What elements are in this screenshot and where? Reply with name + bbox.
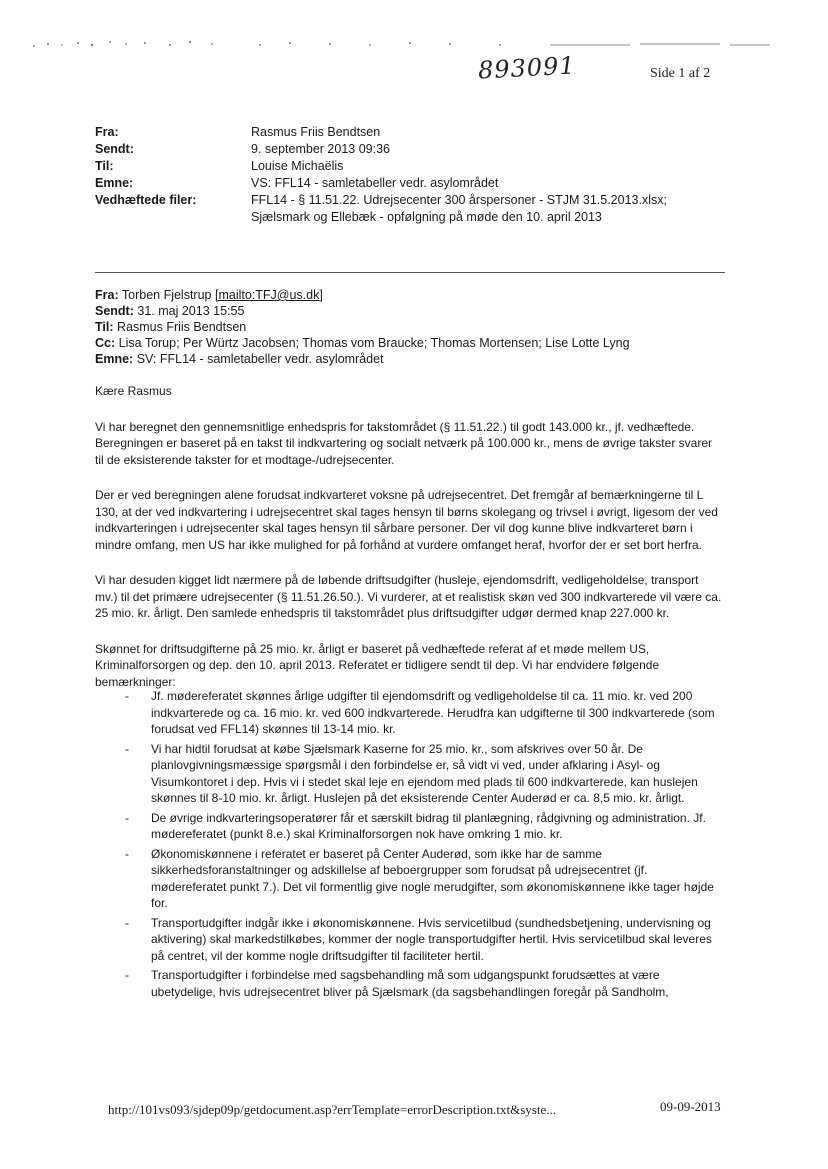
list-item: - Jf. mødereferatet skønnes årlige udgifter til ejendomsdrift og vedligeholdelse til ca. 11 mio. kr. ved 200 indkvarterede og ca. 16 mio. kr. ved 600 indkvarterede. Herudfra kan udgifterne til 300 indkvarterede (som forudsat ved FFL14) skønnes til 13-14 mio. kr. — [95, 688, 723, 738]
footer-date: 09-09-2013 — [660, 1099, 721, 1114]
fwd-to-value: Rasmus Friis Bendtsen — [117, 320, 247, 334]
fwd-from-label: Fra: — [95, 288, 119, 302]
handwritten-document-number: 893091 — [477, 51, 577, 85]
attachment-1[interactable]: FFL14 - § 11.51.22. Udrejsecenter 300 årspersoner - STJM 31.5.2013.xlsx; — [251, 193, 667, 207]
fwd-cc-label: Cc: — [95, 336, 116, 350]
header-attachments-row — [95, 192, 735, 226]
header-sent-label: Sendt: — [95, 142, 134, 156]
header-from-value: Rasmus Friis Bendtsen — [251, 125, 381, 139]
fwd-cc-row — [95, 335, 735, 351]
header-subject-row — [95, 175, 735, 192]
list-item: - Transportudgifter indgår ikke i økonomiskønnene. Hvis servicetilbud (sundhedsbetjening, undervisning og aktivering) skal markedstilkøbes, kommer der nogle transportudgifter hertil. Hvis servicetilbud skal leveres på centret, vil der komme nogle driftsudgifter til faciliteter hertil. — [95, 915, 723, 965]
email-header — [95, 124, 735, 226]
header-divider — [95, 272, 725, 273]
page-number: Side 1 af 2 — [650, 66, 711, 81]
body-paragraph: Skønnet for driftsudgifterne på 25 mio. kr. årligt er baseret på vedhæftede referat af et møde mellem US, Kriminalforsorgen og dep. den 10. april 2013. Referatet er tidligere sendt til dep. Vi har endvidere følgende bemærkninger: — [95, 641, 660, 689]
fwd-subject-label: Emne: — [95, 352, 134, 366]
greeting: Kære Rasmus — [95, 384, 172, 398]
email-body — [95, 383, 723, 1003]
header-attachments-label: Vedhæftede filer: — [95, 193, 197, 207]
body-paragraph: Vi har beregnet den gennemsnitlige enhedspris for takstområdet (§ 11.51.22.) til godt 143.000 kr., jf. vedhæftede. Beregningen er baseret på en takst til indkvartering og socialt netværk på 100.000 kr., mens de øvrige takster svarer til de eksisterende takster for et modtage-/udrejsecenter. — [95, 419, 712, 467]
fwd-sent-label: Sendt: — [95, 304, 134, 318]
body-paragraph: Vi har desuden kigget lidt nærmere på de løbende driftsudgifter (husleje, ejendomsdrift, vedligeholdelse, transport mv.) til det primære udrejsecenter (§ 11.51.26.50.). Vi vurderer, at et realistisk skøn ved 300 indkvarterede vil være ca. 25 mio. kr. årligt. Den samlede enhedspris til takstområdet plus driftsudgifter udgør dermed knap 227.000 kr. — [95, 573, 722, 620]
fwd-sent-row — [95, 303, 735, 319]
header-subject-label: Emne: — [95, 176, 134, 190]
fwd-mailto-link[interactable]: [mailto:TFJ@us.dk] — [214, 288, 323, 302]
fwd-cc-value: Lisa Torup; Per Würtz Jacobsen; Thomas vom Braucke; Thomas Mortensen; Lise Lotte Lyng — [118, 336, 630, 350]
list-item: - Økonomiskønnene i referatet er baseret på Center Auderød, som ikke har de samme sikkerhedsforanstaltninger og adskillelse af beboergrupper som forudsat på udrejsecentret (jf. mødereferatet punkt 7.). Det vil formentlig give nogle merudgifter, som økonomiskønnene ikke tager højde for. — [95, 846, 723, 912]
list-item: - Vi har hidtil forudsat at købe Sjælsmark Kaserne for 25 mio. kr., som afskrives over 50 år. De planlovgivningsmæssige spørgsmål i den forbindelse er, så vidt vi ved, under afklaring i Asyl- og Visumkontoret i dep. Hvis vi i stedet skal leje en ejendom med plads til 600 indkvarterede, kan huslejen skønnes til 8-10 mio. kr. årligt. Huslejen på det eksisterende Center Auderød er ca. 8,5 mio. kr. årligt. — [95, 741, 723, 807]
fwd-subject-row — [95, 351, 735, 367]
header-sent-value: 9. september 2013 09:36 — [251, 142, 390, 156]
body-paragraph: Der er ved beregningen alene forudsat indkvarteret voksne på udrejsecentret. Det fremgår af bemærkningerne til L 130, at der ved indkvartering i udrejsecentret skal tages hensyn til børns skolegang og trivsel i øvrigt, ligesom der ved indkvarteringen i udrejsecenter skal tages hensyn til sårbare personer. Der vil dog kunne blive indkvarteret børn i mindre omfang, men US har ikke mulighed for på forhånd at vurdere omfanget heraf, hvorfor der er set bort herfra. — [95, 488, 718, 552]
header-from-label: Fra: — [95, 125, 119, 139]
header-from-row — [95, 124, 735, 141]
header-to-value: Louise Michaëlis — [251, 159, 344, 173]
fwd-from-row — [95, 287, 735, 303]
header-to-row — [95, 158, 735, 175]
header-to-label: Til: — [95, 159, 114, 173]
list-item: - Transportudgifter i forbindelse med sagsbehandling må som udgangspunkt forudsættes at være ubetydelige, hvis udrejsecentret bliver på Sjælsmark (da sagsbehandlingen foregår på Sandholm, — [95, 967, 723, 1000]
header-subject-value: VS: FFL14 - samletabeller vedr. asylområdet — [251, 176, 499, 190]
attachment-2[interactable]: Sjælsmark og Ellebæk - opfølgning på møde den 10. april 2013 — [251, 210, 602, 224]
fwd-from-value: Torben Fjelstrup — [121, 288, 212, 302]
footer-url: http://101vs093/sjdep09p/getdocument.asp?errTemplate=errorDescription.txt&syste... — [108, 1102, 556, 1117]
fwd-subject-value: SV: FFL14 - samletabeller vedr. asylområdet — [136, 352, 384, 366]
header-sent-row — [95, 141, 735, 158]
fwd-to-row — [95, 319, 735, 335]
forwarded-header — [95, 287, 735, 367]
fwd-sent-value: 31. maj 2013 15:55 — [137, 304, 245, 318]
list-item: - De øvrige indkvarteringsoperatører får et særskilt bidrag til planlægning, rådgivning og administration. Jf. mødereferatet (punkt 8.e.) skal Kriminalforsorgen nok have omkring 1 mio. kr. — [95, 810, 723, 843]
fwd-to-label: Til: — [95, 320, 114, 334]
remarks-list — [95, 688, 723, 1000]
scan-noise-band — [30, 36, 790, 50]
